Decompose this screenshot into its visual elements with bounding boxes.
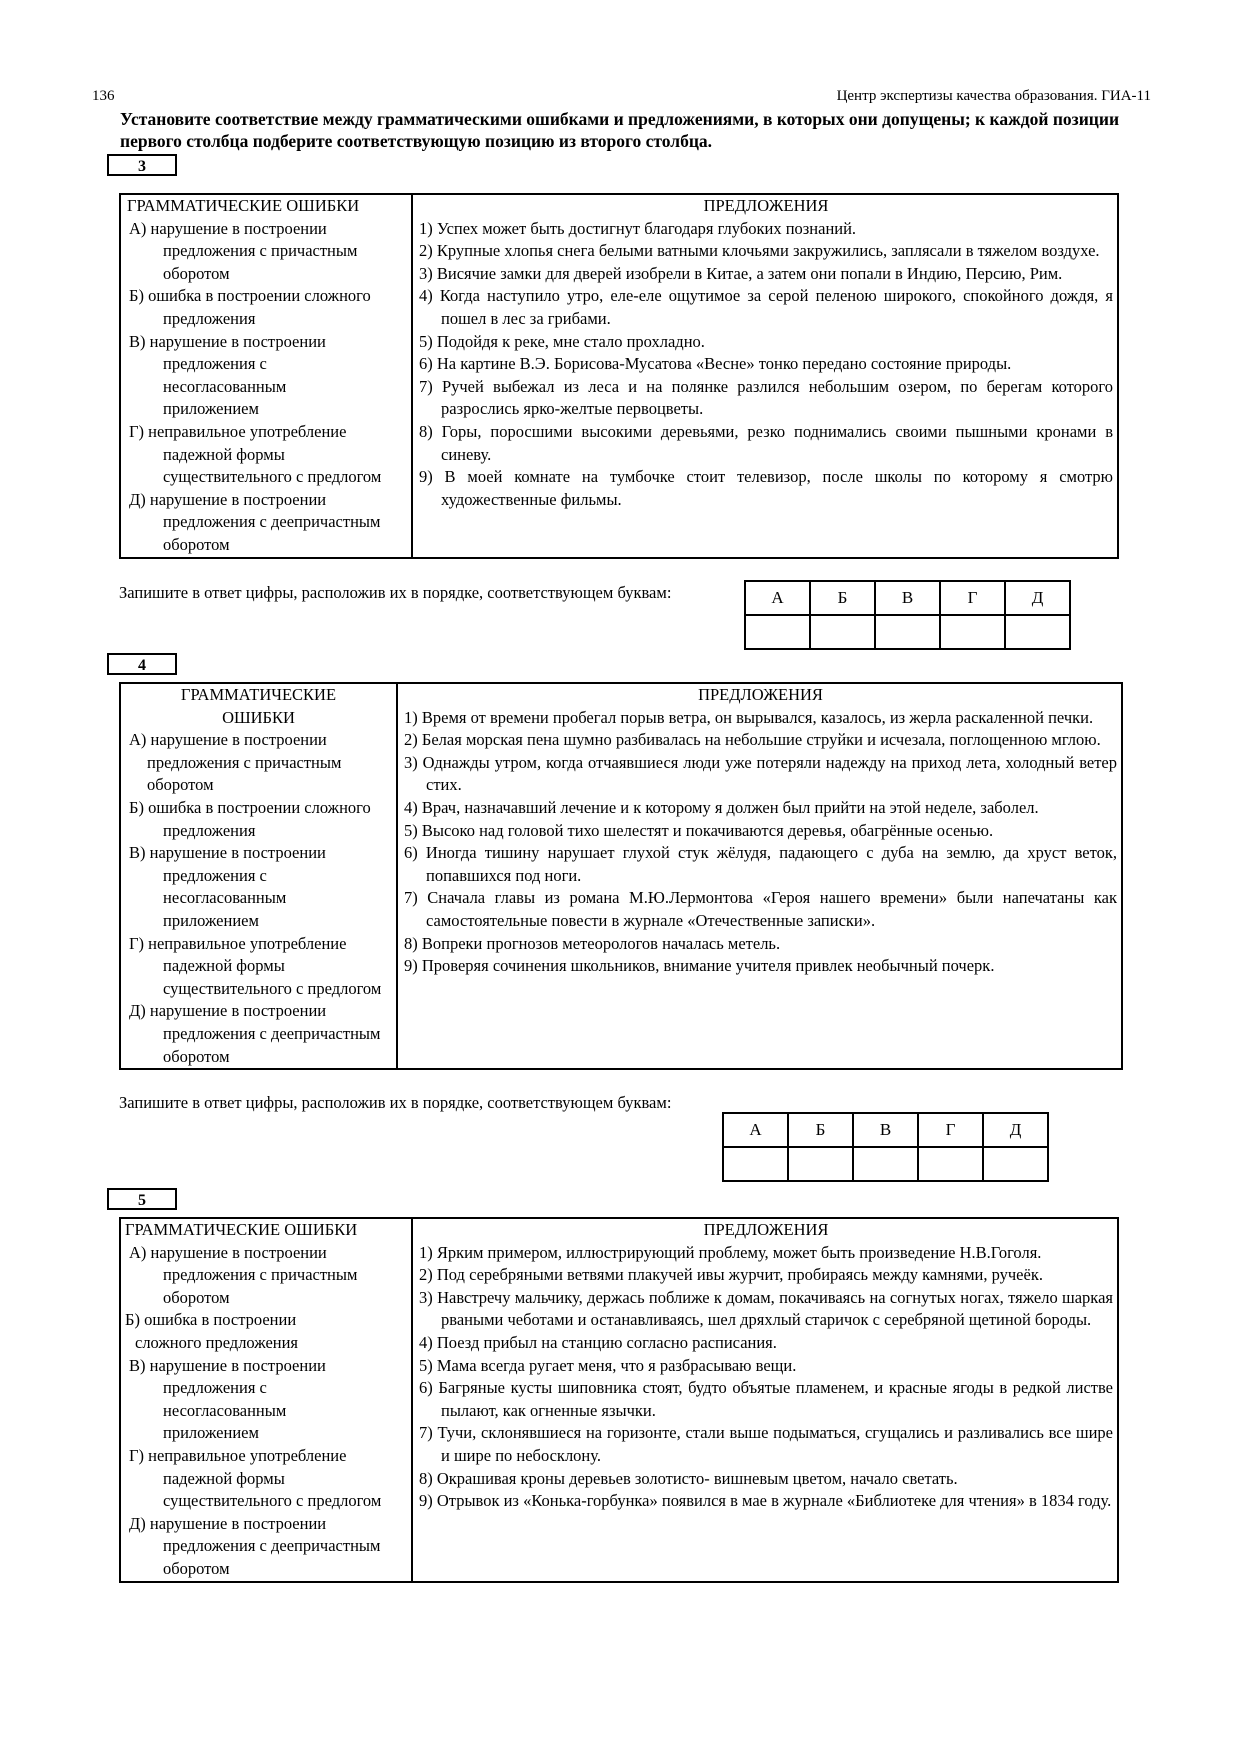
sentence-item: 2) Крупные хлопья снега белыми ватными клочьями закружились, заплясали в тяжелом воздухе. bbox=[419, 241, 1100, 261]
answer-letter: Г bbox=[940, 581, 1005, 615]
sentences-header: ПРЕДЛОЖЕНИЯ bbox=[698, 685, 823, 704]
answer-cell-b[interactable] bbox=[810, 615, 875, 649]
sentence-item: 3) Висячие замки для дверей изобрели в Китае, а затем они попали в Индию, Персию, Рим. bbox=[419, 263, 1063, 283]
answer-letter: А bbox=[723, 1113, 788, 1147]
error-item: Г) неправильное употребление падежной формы существительного с предлогом bbox=[129, 1445, 382, 1511]
sentence-item: 5) Высоко над головой тихо шелестят и покачиваются деревья, обагрённые осенью. bbox=[404, 820, 994, 840]
sentences-column bbox=[412, 194, 1118, 558]
sentence-item: 2) Белая морская пена шумно разбивалась на небольшие струйки и исчезала, поглощенною мглою. bbox=[404, 730, 1101, 750]
sentences-header: ПРЕДЛОЖЕНИЯ bbox=[703, 196, 829, 215]
answer-cell-d[interactable] bbox=[1005, 615, 1070, 649]
sentence-item: 5) Подойдя к реке, мне стало прохладно. bbox=[419, 331, 705, 351]
error-item: А) нарушение в построении предложения с причастным оборотом bbox=[129, 730, 342, 795]
error-item: Г) неправильное употребление падежной формы существительного с предлогом bbox=[129, 421, 382, 487]
answer-cell-v[interactable] bbox=[875, 615, 940, 649]
sentence-item: 9) Проверяя сочинения школьников, внимание учителя привлек необычный почерк. bbox=[404, 956, 995, 976]
task-4-answer-grid bbox=[722, 1112, 1049, 1182]
errors-column bbox=[120, 683, 397, 1069]
sentence-item: 2) Под серебряными ветвями плакучей ивы журчит, пробираясь между камнями, ручеёк. bbox=[419, 1265, 1043, 1285]
sentence-item: 7) Тучи, склонявшиеся на горизонте, стали выше подыматься, сгущались и разливались все шире и шире по небосклону. bbox=[419, 1423, 1113, 1465]
errors-column bbox=[120, 194, 412, 558]
sentence-item: 7) Ручей выбежал из леса и на полянке разлился небольшим озером, по берегам которого разрослись ярко-желтые первоцветы. bbox=[419, 376, 1113, 419]
answer-cell-g[interactable] bbox=[918, 1147, 983, 1181]
answer-letter: А bbox=[745, 581, 810, 615]
error-item: Д) нарушение в построении предложения с деепричастным оборотом bbox=[129, 489, 381, 554]
sentence-item: 4) Поезд прибыл на станцию согласно расписания. bbox=[419, 1332, 777, 1352]
sentence-item: 3) Однажды утром, когда отчаявшиеся люди уже потеряли надежду на приход лета, холодный ветер стих. bbox=[404, 752, 1117, 795]
task-3-table bbox=[119, 193, 1119, 559]
error-item: Д) нарушение в построении предложения с деепричастным оборотом bbox=[129, 1001, 381, 1066]
error-item: Г) неправильное употребление падежной формы существительного с предлогом bbox=[129, 933, 382, 998]
error-item: В) нарушение в построении предложения с несогласованным приложением bbox=[129, 1355, 326, 1443]
error-item: А) нарушение в построении предложения с причастным оборотом bbox=[129, 1242, 358, 1307]
sentences-column bbox=[397, 683, 1122, 1069]
error-item: Б) ошибка в построении сложного предложения bbox=[129, 797, 371, 840]
answer-letter: Д bbox=[983, 1113, 1048, 1147]
answer-letter: В bbox=[875, 581, 940, 615]
errors-header: ГРАММАТИЧЕСКИЕ ОШИБКИ bbox=[125, 1220, 358, 1239]
sentence-item: 6) На картине В.Э. Борисова-Мусатова «Весне» тонко передано состояние природы. bbox=[419, 354, 1012, 374]
answer-cell-a[interactable] bbox=[745, 615, 810, 649]
sentences-column bbox=[412, 1218, 1118, 1582]
sentence-item: 8) Окрашивая кроны деревьев золотисто- вишневым цветом, начало светать. bbox=[419, 1468, 958, 1488]
task-4-table bbox=[119, 682, 1123, 1070]
answer-cell-a[interactable] bbox=[723, 1147, 788, 1181]
sentence-item: 4) Врач, назначавший лечение и к которому я должен был прийти на этой неделе, заболел. bbox=[404, 797, 1039, 817]
sentence-item: 6) Багряные кусты шиповника стоят, будто объятые пламенем, и красные ягоды в редкой листве пылают, как огненные язычки. bbox=[419, 1378, 1113, 1420]
answer-cell-v[interactable] bbox=[853, 1147, 918, 1181]
sentence-item: 7) Сначала главы из романа М.Ю.Лермонтова «Героя нашего времени» были напечатаны как самостоятельные повести в журнале «Отечественные записки». bbox=[404, 888, 1117, 930]
answer-letter: Г bbox=[918, 1113, 983, 1147]
sentences-header: ПРЕДЛОЖЕНИЯ bbox=[703, 1220, 829, 1239]
publisher-header: Центр экспертизы качества образования. ГИА-11 bbox=[836, 88, 1151, 104]
answer-letter: Б bbox=[810, 581, 875, 615]
sentence-item: 3) Навстречу мальчику, держась поближе к домам, покачиваясь на согнутых ногах, тяжело шаркая рваными чеботами и останавливаясь, шел дряхлый старичок с серебряной щетиной бороды. bbox=[419, 1287, 1113, 1330]
errors-header: ГРАММАТИЧЕСКИЕ ОШИБКИ bbox=[180, 685, 337, 727]
write-answer-prompt: Запишите в ответ цифры, расположив их в порядке, соответствующем буквам: bbox=[119, 1093, 672, 1112]
sentence-item: 1) Время от времени пробегал порыв ветра, он вырывался, казалось, из жерла раскаленной печки. bbox=[404, 707, 1094, 727]
task-number-3: 3 bbox=[107, 154, 177, 176]
sentence-item: 8) Горы, поросшими высокими деревьями, резко поднимались своими пышными кронами в синеву. bbox=[419, 421, 1113, 464]
task-number-4: 4 bbox=[107, 653, 177, 675]
sentence-item: 9) В моей комнате на тумбочке стоит телевизор, после школы по которому я смотрю художественные фильмы. bbox=[419, 467, 1113, 509]
sentence-item: 4) Когда наступило утро, еле-еле ощутимое за серой пеленою широкого, спокойного дождя, я пошел в лес за грибами. bbox=[419, 286, 1113, 328]
sentence-item: 1) Ярким примером, иллюстрирующий проблему, может быть произведение Н.В.Гоголя. bbox=[419, 1242, 1042, 1262]
task-5-table bbox=[119, 1217, 1119, 1583]
errors-header: ГРАММАТИЧЕСКИЕ ОШИБКИ bbox=[127, 196, 360, 215]
answer-letter: Б bbox=[788, 1113, 853, 1147]
answer-letter: Д bbox=[1005, 581, 1070, 615]
sentence-item: 6) Иногда тишину нарушает глухой стук жёлудя, падающего с дуба на землю, да хруст веток, попавшихся под ноги. bbox=[404, 843, 1117, 885]
sentence-item: 5) Мама всегда ругает меня, что я разбрасываю вещи. bbox=[419, 1355, 797, 1375]
answer-cell-g[interactable] bbox=[940, 615, 1005, 649]
write-answer-prompt: Запишите в ответ цифры, расположив их в порядке, соответствующем буквам: bbox=[119, 583, 672, 602]
error-item: Д) нарушение в построении предложения с деепричастным оборотом bbox=[129, 1513, 381, 1578]
error-item: В) нарушение в построении предложения с несогласованным приложением bbox=[129, 331, 326, 419]
sentence-item: 8) Вопреки прогнозов метеорологов началась метель. bbox=[404, 933, 781, 953]
error-item: Б) ошибка в построении сложного предложения bbox=[125, 1310, 299, 1352]
task-3-answer-grid bbox=[744, 580, 1071, 650]
error-item: В) нарушение в построении предложения с несогласованным приложением bbox=[129, 843, 326, 930]
sentence-item: 9) Отрывок из «Конька-горбунка» появился в мае в журнале «Библиотеке для чтения» в 1834 году. bbox=[419, 1491, 1112, 1511]
error-item: Б) ошибка в построении сложного предложения bbox=[129, 286, 371, 328]
answer-cell-d[interactable] bbox=[983, 1147, 1048, 1181]
answer-cell-b[interactable] bbox=[788, 1147, 853, 1181]
page-number: 136 bbox=[92, 88, 115, 104]
task-instruction: Установите соответствие между грамматическими ошибками и предложениями, в которых они допущены; к каждой позиции первого столбца подберите соответствующую позицию из второго столбца. bbox=[120, 109, 1120, 151]
error-item: А) нарушение в построении предложения с причастным оборотом bbox=[129, 218, 358, 283]
task-number-5: 5 bbox=[107, 1188, 177, 1210]
errors-column bbox=[120, 1218, 412, 1582]
answer-letter: В bbox=[853, 1113, 918, 1147]
sentence-item: 1) Успех может быть достигнут благодаря глубоких познаний. bbox=[419, 218, 857, 238]
